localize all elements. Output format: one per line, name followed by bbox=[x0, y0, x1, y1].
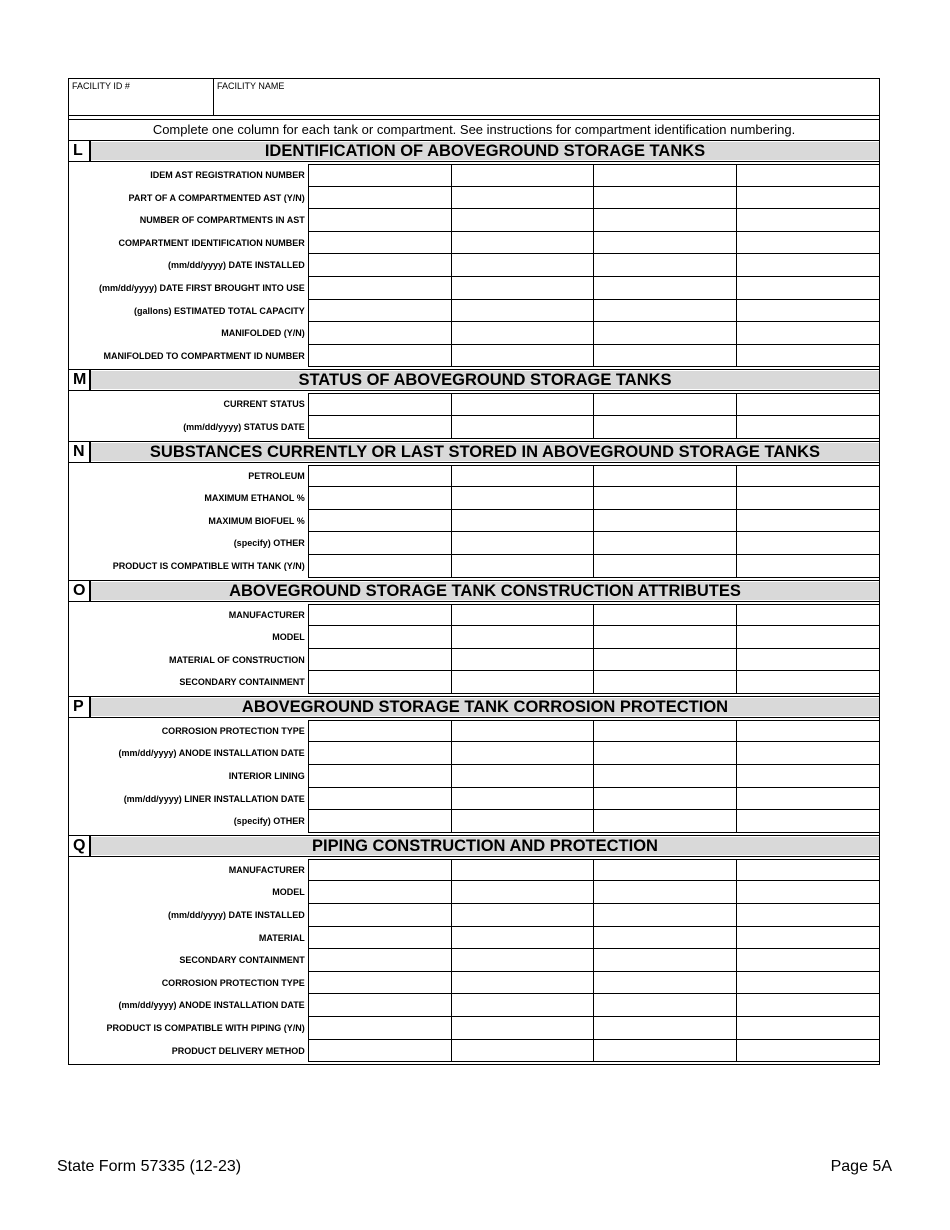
tank-column-3-input[interactable] bbox=[593, 277, 736, 300]
tank-column-1-input[interactable] bbox=[308, 345, 451, 368]
section-header-l bbox=[69, 140, 879, 162]
form-number: State Form 57335 (12-23) bbox=[57, 1158, 242, 1175]
tank-column-1-input[interactable] bbox=[308, 649, 451, 672]
tank-column-1-input[interactable] bbox=[308, 972, 451, 995]
section-body-l bbox=[69, 162, 879, 369]
tank-column-4-input[interactable] bbox=[736, 927, 879, 950]
field-label: (mm/dd/yyyy) DATE INSTALLED bbox=[168, 260, 305, 271]
field-label: COMPARTMENT IDENTIFICATION NUMBER bbox=[118, 237, 305, 248]
tank-column-4-input[interactable] bbox=[736, 604, 879, 627]
field-row bbox=[69, 649, 879, 672]
field-row bbox=[69, 720, 879, 743]
tank-column-2-input[interactable] bbox=[451, 300, 594, 323]
field-row bbox=[69, 393, 879, 416]
tank-column-2-input[interactable] bbox=[451, 765, 594, 788]
tank-column-3-input[interactable] bbox=[593, 345, 736, 368]
tank-column-1-input[interactable] bbox=[308, 810, 451, 833]
field-label: (specify) OTHER bbox=[233, 538, 305, 549]
tank-column-3-input[interactable] bbox=[593, 555, 736, 578]
field-row bbox=[69, 164, 879, 187]
tank-column-4-input[interactable] bbox=[736, 949, 879, 972]
section-header-p bbox=[69, 696, 879, 718]
tank-column-1-input[interactable] bbox=[308, 532, 451, 555]
page-number: Page 5A bbox=[830, 1158, 892, 1175]
tank-column-3-input[interactable] bbox=[593, 881, 736, 904]
field-label: NUMBER OF COMPARTMENTS IN AST bbox=[139, 215, 305, 226]
tank-column-2-input[interactable] bbox=[451, 187, 594, 210]
tank-column-3-input[interactable] bbox=[593, 720, 736, 743]
field-label: MATERIAL OF CONSTRUCTION bbox=[169, 654, 305, 665]
field-label: IDEM AST REGISTRATION NUMBER bbox=[150, 170, 305, 180]
tank-column-3-input[interactable] bbox=[593, 393, 736, 416]
field-label: (specify) OTHER bbox=[233, 816, 305, 827]
tank-column-3-input[interactable] bbox=[593, 949, 736, 972]
tank-column-2-input[interactable] bbox=[451, 254, 594, 277]
tank-column-4-input[interactable] bbox=[736, 393, 879, 416]
field-row bbox=[69, 859, 879, 882]
field-row bbox=[69, 1040, 879, 1063]
field-row bbox=[69, 626, 879, 649]
section-letter: N bbox=[69, 442, 91, 462]
tank-column-1-input[interactable] bbox=[308, 881, 451, 904]
facility-id-field[interactable] bbox=[69, 79, 214, 115]
field-label: MANIFOLDED (Y/N) bbox=[221, 328, 305, 339]
field-row bbox=[69, 788, 879, 811]
tank-column-3-input[interactable] bbox=[593, 416, 736, 439]
tank-column-3-input[interactable] bbox=[593, 742, 736, 765]
facility-name-label: FACILITY NAME bbox=[217, 81, 285, 91]
tank-column-2-input[interactable] bbox=[451, 649, 594, 672]
section-title: IDENTIFICATION OF ABOVEGROUND STORAGE TANKS bbox=[91, 142, 879, 160]
tank-column-4-input[interactable] bbox=[736, 649, 879, 672]
field-row bbox=[69, 604, 879, 627]
tank-column-4-input[interactable] bbox=[736, 972, 879, 995]
section-header-m bbox=[69, 369, 879, 391]
field-label: (mm/dd/yyyy) ANODE INSTALLATION DATE bbox=[118, 748, 305, 759]
section-body-p bbox=[69, 718, 879, 835]
tank-column-3-input[interactable] bbox=[593, 904, 736, 927]
tank-column-2-input[interactable] bbox=[451, 671, 594, 694]
tank-column-4-input[interactable] bbox=[736, 742, 879, 765]
field-label: CORROSION PROTECTION TYPE bbox=[161, 725, 305, 736]
tank-column-4-input[interactable] bbox=[736, 187, 879, 210]
tank-column-4-input[interactable] bbox=[736, 720, 879, 743]
field-row bbox=[69, 510, 879, 533]
field-label: MANUFACTURER bbox=[228, 609, 305, 620]
tank-column-4-input[interactable] bbox=[736, 1040, 879, 1063]
tank-column-1-input[interactable] bbox=[308, 626, 451, 649]
tank-column-4-input[interactable] bbox=[736, 904, 879, 927]
tank-column-1-input[interactable] bbox=[308, 209, 451, 232]
field-label: MANIFOLDED TO COMPARTMENT ID NUMBER bbox=[103, 350, 305, 361]
field-label: INTERIOR LINING bbox=[228, 771, 305, 782]
section-body-m bbox=[69, 391, 879, 440]
tank-column-1-input[interactable] bbox=[308, 510, 451, 533]
tank-column-4-input[interactable] bbox=[736, 532, 879, 555]
tank-column-1-input[interactable] bbox=[308, 465, 451, 488]
tank-column-2-input[interactable] bbox=[451, 277, 594, 300]
tank-column-3-input[interactable] bbox=[593, 604, 736, 627]
tank-column-3-input[interactable] bbox=[593, 254, 736, 277]
field-row bbox=[69, 277, 879, 300]
tank-column-3-input[interactable] bbox=[593, 1017, 736, 1040]
field-row bbox=[69, 487, 879, 510]
field-label: (mm/dd/yyyy) STATUS DATE bbox=[183, 421, 305, 432]
sections-container bbox=[69, 140, 879, 1064]
section-header-o bbox=[69, 580, 879, 602]
tank-column-3-input[interactable] bbox=[593, 300, 736, 323]
field-row bbox=[69, 532, 879, 555]
tank-column-3-input[interactable] bbox=[593, 765, 736, 788]
tank-column-1-input[interactable] bbox=[308, 720, 451, 743]
tank-column-1-input[interactable] bbox=[308, 232, 451, 255]
section-letter: Q bbox=[69, 836, 91, 856]
field-row bbox=[69, 254, 879, 277]
section-title: PIPING CONSTRUCTION AND PROTECTION bbox=[91, 837, 879, 855]
tank-column-3-input[interactable] bbox=[593, 972, 736, 995]
tank-column-4-input[interactable] bbox=[736, 788, 879, 811]
section-title: STATUS OF ABOVEGROUND STORAGE TANKS bbox=[91, 371, 879, 389]
facility-header bbox=[69, 79, 879, 116]
section-letter: P bbox=[69, 697, 91, 717]
tank-column-2-input[interactable] bbox=[451, 720, 594, 743]
tank-column-2-input[interactable] bbox=[451, 322, 594, 345]
section-letter: L bbox=[69, 141, 91, 161]
field-row bbox=[69, 209, 879, 232]
tank-column-2-input[interactable] bbox=[451, 904, 594, 927]
tank-column-2-input[interactable] bbox=[451, 465, 594, 488]
tank-column-3-input[interactable] bbox=[593, 927, 736, 950]
field-row bbox=[69, 465, 879, 488]
field-row bbox=[69, 904, 879, 927]
tank-column-4-input[interactable] bbox=[736, 859, 879, 882]
section-letter: O bbox=[69, 581, 91, 601]
tank-column-4-input[interactable] bbox=[736, 487, 879, 510]
field-row bbox=[69, 927, 879, 950]
tank-column-1-input[interactable] bbox=[308, 393, 451, 416]
tank-form bbox=[68, 78, 880, 1065]
section-body-n bbox=[69, 463, 879, 580]
field-row bbox=[69, 671, 879, 694]
field-row bbox=[69, 881, 879, 904]
tank-column-3-input[interactable] bbox=[593, 187, 736, 210]
tank-column-2-input[interactable] bbox=[451, 788, 594, 811]
tank-column-1-input[interactable] bbox=[308, 322, 451, 345]
tank-column-1-input[interactable] bbox=[308, 254, 451, 277]
tank-column-4-input[interactable] bbox=[736, 232, 879, 255]
field-row bbox=[69, 232, 879, 255]
tank-column-3-input[interactable] bbox=[593, 322, 736, 345]
tank-column-4-input[interactable] bbox=[736, 626, 879, 649]
facility-name-field[interactable] bbox=[214, 79, 879, 115]
field-label: MODEL bbox=[272, 887, 305, 898]
facility-id-label: FACILITY ID # bbox=[72, 81, 130, 91]
field-label: MATERIAL bbox=[258, 932, 305, 943]
tank-column-3-input[interactable] bbox=[593, 209, 736, 232]
field-label: PART OF A COMPARTMENTED AST (Y/N) bbox=[128, 192, 305, 203]
field-label: MAXIMUM ETHANOL % bbox=[204, 493, 305, 504]
tank-column-4-input[interactable] bbox=[736, 300, 879, 323]
tank-column-1-input[interactable] bbox=[308, 164, 451, 187]
tank-column-3-input[interactable] bbox=[593, 649, 736, 672]
field-label: MANUFACTURER bbox=[228, 864, 305, 875]
tank-column-4-input[interactable] bbox=[736, 345, 879, 368]
field-label: (gallons) ESTIMATED TOTAL CAPACITY bbox=[134, 305, 305, 316]
tank-column-3-input[interactable] bbox=[593, 164, 736, 187]
tank-column-2-input[interactable] bbox=[451, 555, 594, 578]
tank-column-2-input[interactable] bbox=[451, 994, 594, 1017]
tank-column-2-input[interactable] bbox=[451, 232, 594, 255]
tank-column-4-input[interactable] bbox=[736, 555, 879, 578]
tank-column-1-input[interactable] bbox=[308, 788, 451, 811]
tank-column-4-input[interactable] bbox=[736, 465, 879, 488]
tank-column-1-input[interactable] bbox=[308, 859, 451, 882]
field-row bbox=[69, 1017, 879, 1040]
tank-column-2-input[interactable] bbox=[451, 742, 594, 765]
tank-column-1-input[interactable] bbox=[308, 604, 451, 627]
field-label: CORROSION PROTECTION TYPE bbox=[161, 977, 305, 988]
field-row bbox=[69, 416, 879, 439]
tank-column-2-input[interactable] bbox=[451, 1017, 594, 1040]
field-label: (mm/dd/yyyy) DATE INSTALLED bbox=[168, 910, 305, 921]
tank-column-2-input[interactable] bbox=[451, 487, 594, 510]
tank-column-1-input[interactable] bbox=[308, 904, 451, 927]
tank-column-1-input[interactable] bbox=[308, 416, 451, 439]
section-title: ABOVEGROUND STORAGE TANK CONSTRUCTION ATTRIBUTES bbox=[91, 582, 879, 600]
tank-column-2-input[interactable] bbox=[451, 859, 594, 882]
field-label: PRODUCT IS COMPATIBLE WITH PIPING (Y/N) bbox=[106, 1023, 305, 1033]
tank-column-2-input[interactable] bbox=[451, 345, 594, 368]
field-row bbox=[69, 345, 879, 368]
tank-column-3-input[interactable] bbox=[593, 788, 736, 811]
tank-column-3-input[interactable] bbox=[593, 810, 736, 833]
tank-column-1-input[interactable] bbox=[308, 555, 451, 578]
tank-column-2-input[interactable] bbox=[451, 949, 594, 972]
tank-column-4-input[interactable] bbox=[736, 209, 879, 232]
tank-column-4-input[interactable] bbox=[736, 671, 879, 694]
section-title: SUBSTANCES CURRENTLY OR LAST STORED IN ABOVEGROUND STORAGE TANKS bbox=[91, 443, 879, 461]
field-row bbox=[69, 300, 879, 323]
tank-column-3-input[interactable] bbox=[593, 465, 736, 488]
tank-column-2-input[interactable] bbox=[451, 626, 594, 649]
field-row bbox=[69, 972, 879, 995]
tank-column-2-input[interactable] bbox=[451, 604, 594, 627]
tank-column-1-input[interactable] bbox=[308, 765, 451, 788]
tank-column-3-input[interactable] bbox=[593, 626, 736, 649]
field-row bbox=[69, 994, 879, 1017]
tank-column-2-input[interactable] bbox=[451, 972, 594, 995]
field-row bbox=[69, 742, 879, 765]
tank-column-1-input[interactable] bbox=[308, 1017, 451, 1040]
field-row bbox=[69, 765, 879, 788]
section-title: ABOVEGROUND STORAGE TANK CORROSION PROTECTION bbox=[91, 698, 879, 716]
tank-column-3-input[interactable] bbox=[593, 994, 736, 1017]
tank-column-1-input[interactable] bbox=[308, 671, 451, 694]
tank-column-2-input[interactable] bbox=[451, 810, 594, 833]
tank-column-1-input[interactable] bbox=[308, 277, 451, 300]
tank-column-3-input[interactable] bbox=[593, 232, 736, 255]
field-row bbox=[69, 555, 879, 578]
tank-column-1-input[interactable] bbox=[308, 994, 451, 1017]
field-label: (mm/dd/yyyy) DATE FIRST BROUGHT INTO USE bbox=[99, 282, 305, 293]
tank-column-3-input[interactable] bbox=[593, 1040, 736, 1063]
field-label: (mm/dd/yyyy) LINER INSTALLATION DATE bbox=[123, 793, 305, 804]
tank-column-3-input[interactable] bbox=[593, 510, 736, 533]
section-body-q bbox=[69, 857, 879, 1064]
tank-column-4-input[interactable] bbox=[736, 416, 879, 439]
field-label: SECONDARY CONTAINMENT bbox=[179, 677, 305, 688]
tank-column-4-input[interactable] bbox=[736, 881, 879, 904]
tank-column-3-input[interactable] bbox=[593, 859, 736, 882]
field-label: PETROLEUM bbox=[248, 470, 305, 481]
tank-column-3-input[interactable] bbox=[593, 487, 736, 510]
tank-column-3-input[interactable] bbox=[593, 671, 736, 694]
tank-column-4-input[interactable] bbox=[736, 810, 879, 833]
tank-column-2-input[interactable] bbox=[451, 209, 594, 232]
field-label: (mm/dd/yyyy) ANODE INSTALLATION DATE bbox=[118, 1000, 305, 1011]
field-label: CURRENT STATUS bbox=[223, 399, 305, 410]
tank-column-4-input[interactable] bbox=[736, 164, 879, 187]
section-letter: M bbox=[69, 370, 91, 390]
tank-column-1-input[interactable] bbox=[308, 187, 451, 210]
tank-column-2-input[interactable] bbox=[451, 532, 594, 555]
field-label: MODEL bbox=[272, 632, 305, 643]
tank-column-1-input[interactable] bbox=[308, 742, 451, 765]
tank-column-1-input[interactable] bbox=[308, 949, 451, 972]
tank-column-4-input[interactable] bbox=[736, 510, 879, 533]
field-row bbox=[69, 187, 879, 210]
section-header-q bbox=[69, 835, 879, 857]
field-label: PRODUCT DELIVERY METHOD bbox=[171, 1045, 305, 1056]
tank-column-2-input[interactable] bbox=[451, 927, 594, 950]
tank-column-2-input[interactable] bbox=[451, 510, 594, 533]
field-row bbox=[69, 810, 879, 833]
tank-column-2-input[interactable] bbox=[451, 416, 594, 439]
tank-column-1-input[interactable] bbox=[308, 300, 451, 323]
tank-column-4-input[interactable] bbox=[736, 322, 879, 345]
tank-column-4-input[interactable] bbox=[736, 277, 879, 300]
tank-column-1-input[interactable] bbox=[308, 927, 451, 950]
tank-column-4-input[interactable] bbox=[736, 765, 879, 788]
instructions-text: Complete one column for each tank or compartment. See instructions for compartment identification numbering. bbox=[152, 122, 796, 137]
section-header-n bbox=[69, 441, 879, 463]
tank-column-1-input[interactable] bbox=[308, 487, 451, 510]
field-label: MAXIMUM BIOFUEL % bbox=[208, 515, 305, 526]
tank-column-4-input[interactable] bbox=[736, 254, 879, 277]
tank-column-2-input[interactable] bbox=[451, 881, 594, 904]
section-body-o bbox=[69, 602, 879, 696]
tank-column-2-input[interactable] bbox=[451, 1040, 594, 1063]
field-label: PRODUCT IS COMPATIBLE WITH TANK (Y/N) bbox=[112, 560, 305, 571]
tank-column-1-input[interactable] bbox=[308, 1040, 451, 1063]
tank-column-2-input[interactable] bbox=[451, 164, 594, 187]
field-row bbox=[69, 322, 879, 345]
field-label: SECONDARY CONTAINMENT bbox=[179, 955, 305, 966]
tank-column-2-input[interactable] bbox=[451, 393, 594, 416]
tank-column-4-input[interactable] bbox=[736, 994, 879, 1017]
field-row bbox=[69, 949, 879, 972]
tank-column-3-input[interactable] bbox=[593, 532, 736, 555]
tank-column-4-input[interactable] bbox=[736, 1017, 879, 1040]
